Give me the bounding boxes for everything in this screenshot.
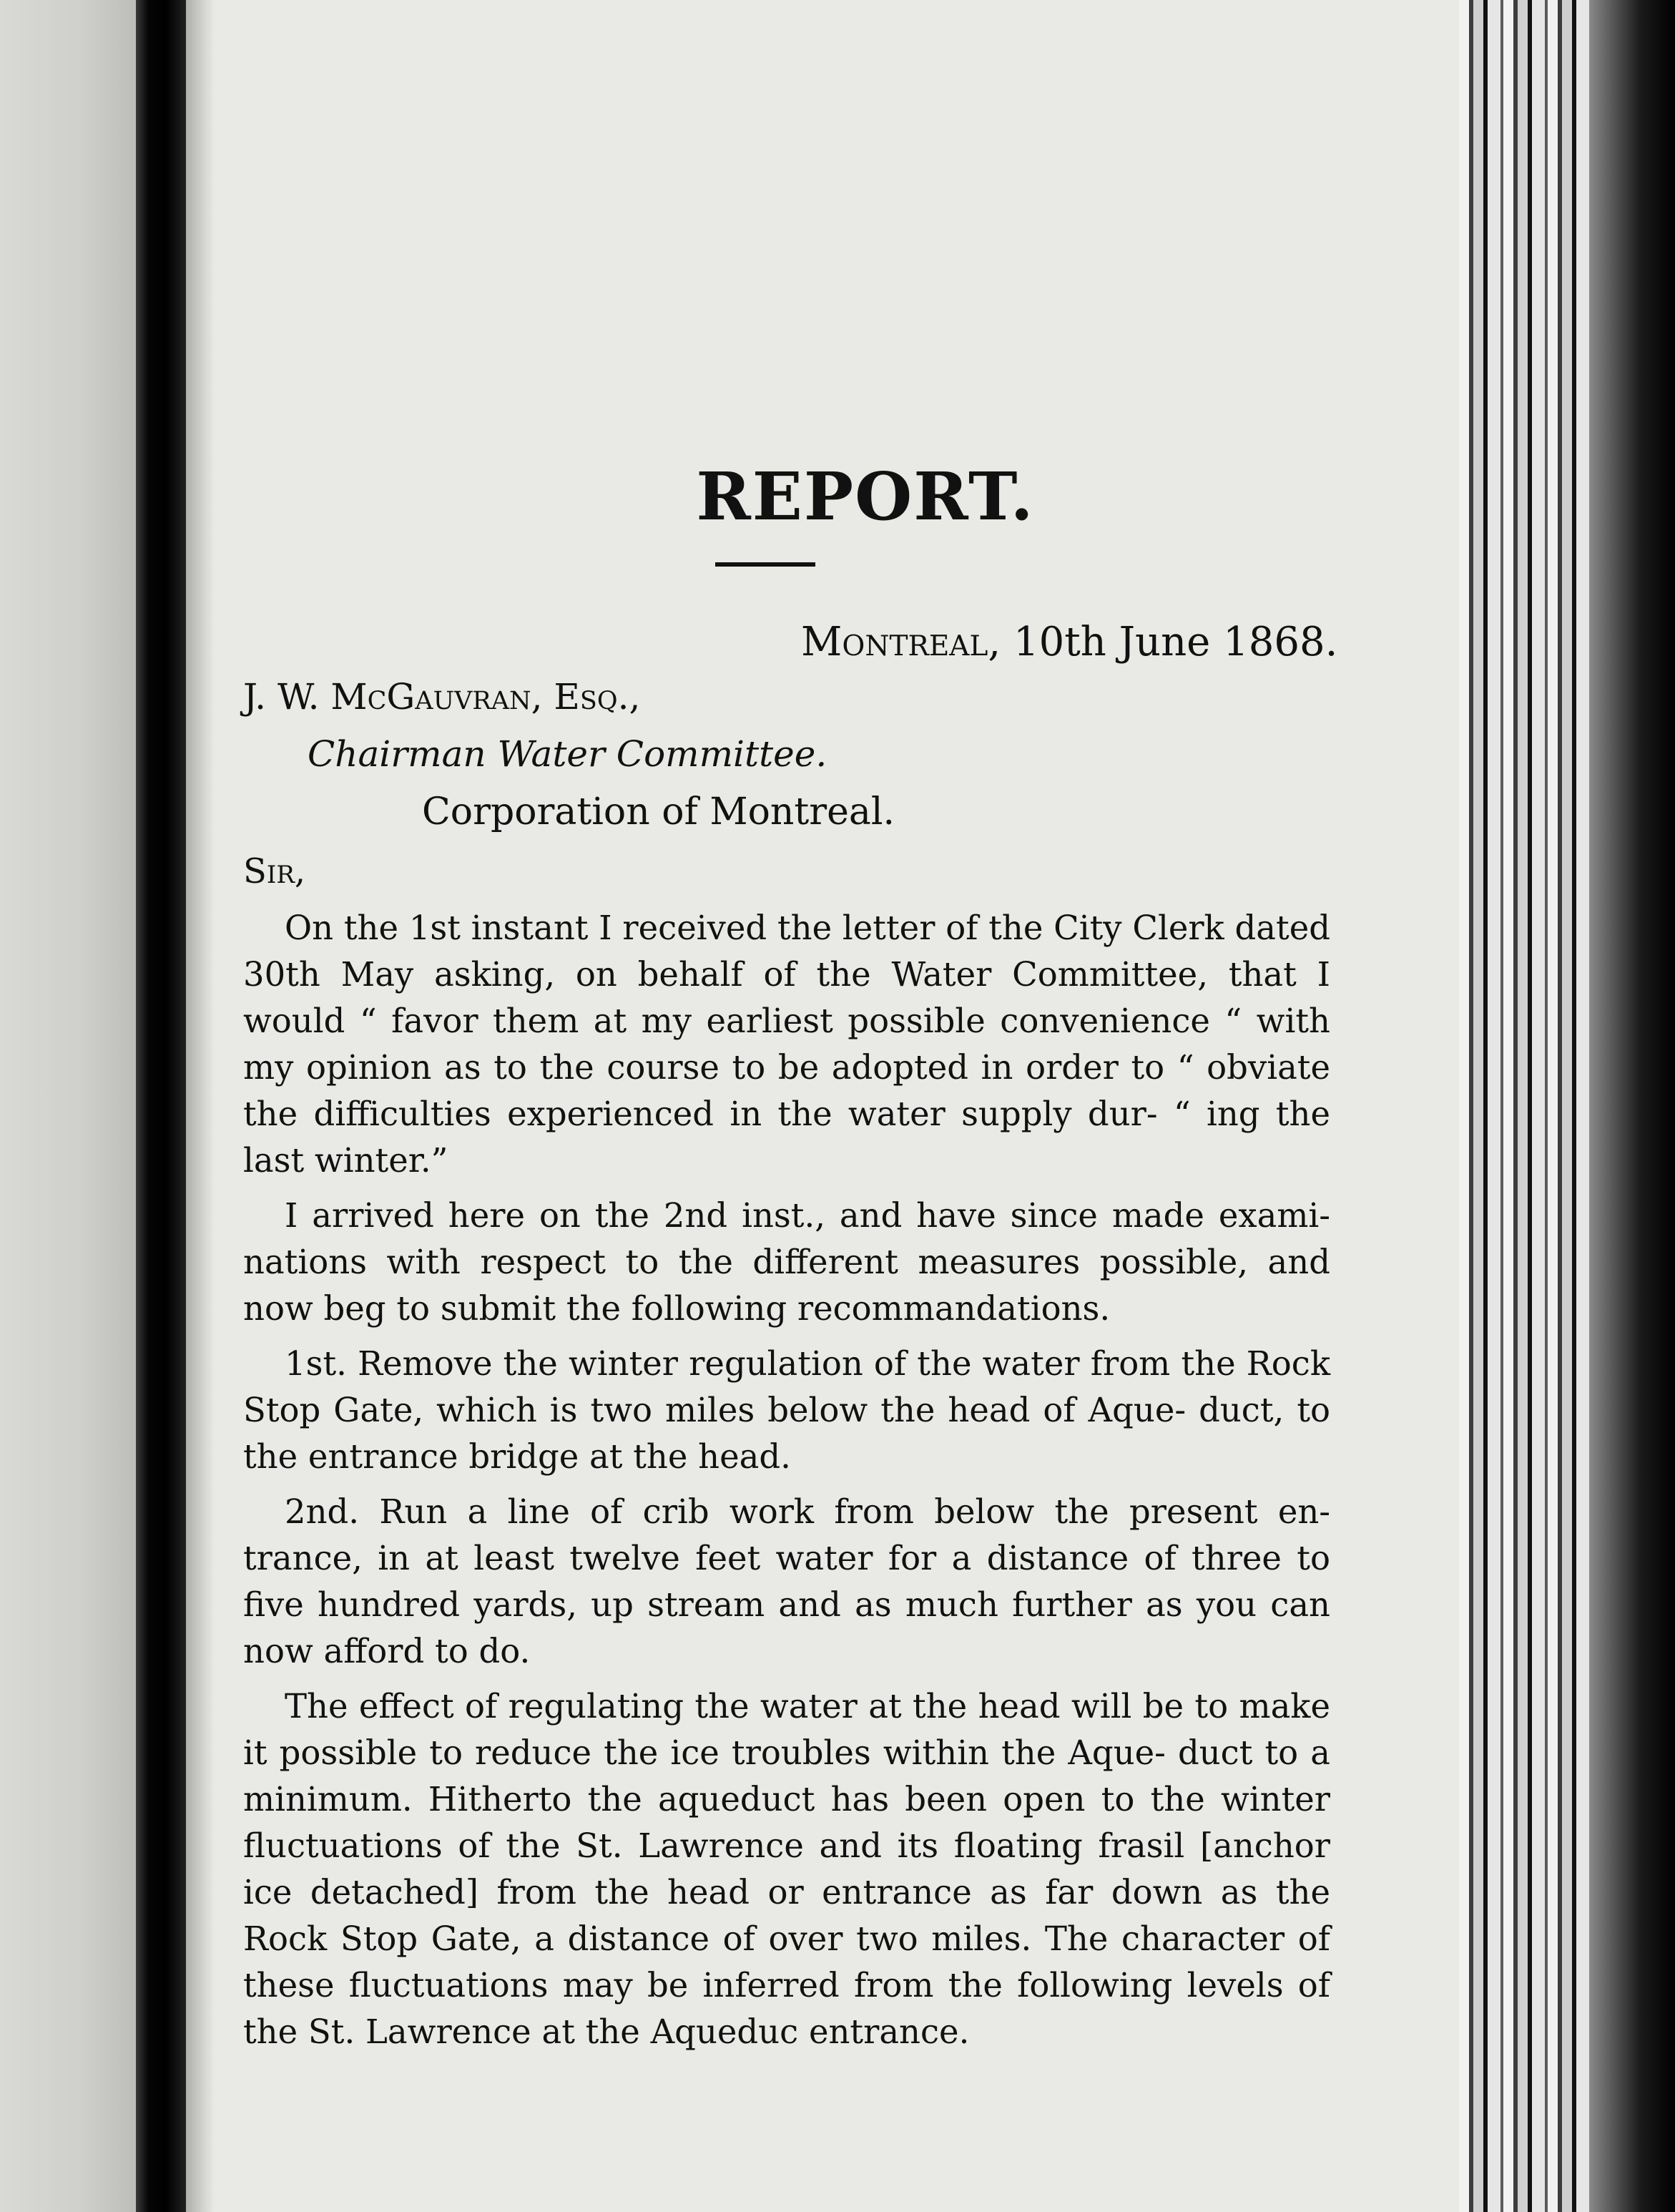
addressee-suffix: , Esq., [531,676,641,718]
report-title: REPORT. [696,458,1035,535]
paragraph-2: I arrived here on the 2nd inst., and have since made exami- nations with respect to the different measures possible, and now beg to submit the following recommandations. [243,1196,1330,1328]
dateline-date: 10th June 1868. [1013,619,1338,665]
book-gutter [136,0,186,2212]
dateline [801,619,1337,665]
paragraph-1: On the 1st instant I received the letter of the City Clerk dated 30th May asking, on behalf of the Water Committee, that I would “ favor them at my earliest possible convenience “ with my opinion as to the course to be adopted in order to “ obviate the difficulties experienced in the water supply dur- “ ing the last winter.” [243,909,1330,1180]
document-page [215,0,1459,2212]
salutation: Sir, [243,851,306,891]
title-rule [715,562,815,567]
gutter-shadow [186,0,215,2212]
paragraph-4: 2nd. Run a line of crib work from below the present en- trance, in at least twelve feet water for a distance of three to five hundred yards, up stream and as much further as you can now afford to do. [243,1492,1330,1670]
facing-page-edge [0,0,136,2212]
report-body [243,905,1330,2064]
stacked-page-edges [1459,0,1675,2212]
addressee-title: Chairman Water Committee. [308,733,827,775]
paragraph-3: 1st. Remove the winter regulation of the water from the Rock Stop Gate, which is two miles below the head of Aque- duct, to the entrance bridge at the head. [243,1344,1330,1476]
addressee-line [243,676,640,718]
organization-name: Corporation of Montreal. [422,791,895,833]
dateline-place: Montreal, [801,619,1001,665]
addressee-name: J. W. McGauvran [243,676,531,718]
paragraph-5: The effect of regulating the water at the head will be to make it possible to reduce the ice troubles within the Aque- duct to a minimum. Hitherto the aqueduct has been open to the winter fluctuations of the St. Lawrence and its floating frasil [anchor ice detached] from the head or entrance as far down as the Rock Stop Gate, a distance of over two miles. The character of these fluctuations may be inferred from the following levels of the St. Lawrence at the Aqueduc entrance. [243,1687,1330,2051]
